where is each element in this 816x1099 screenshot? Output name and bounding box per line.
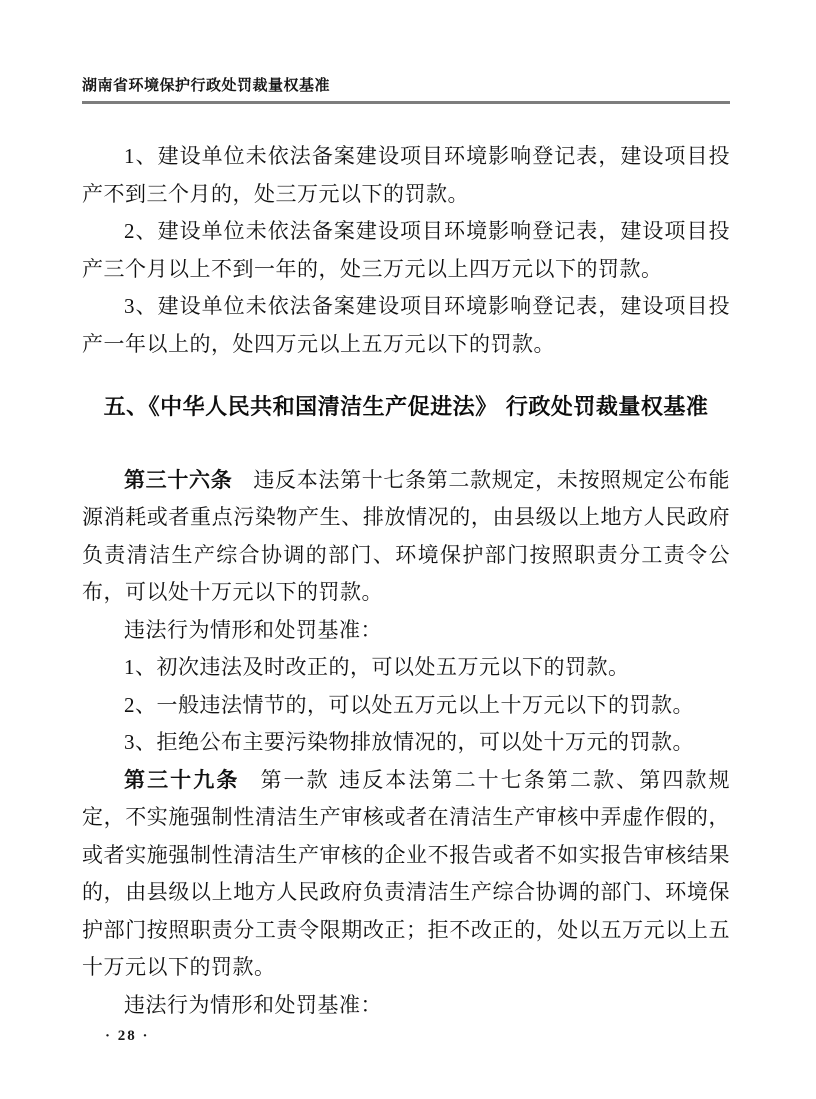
paragraph-article-36 [82,462,730,612]
article-36-number: 第三十六条 [124,467,233,492]
document-body [82,138,730,1024]
article-36-text: 违反本法第十七条第二款规定，未按照规定公布能源消耗或者重点污染物产生、排放情况的，由县级以上地方人民政府负责清洁生产综合协调的部门、环境保护部门按照职责分工责令公布，可以处十万元以下的罚款。 [82,467,731,604]
paragraph-article-39 [82,762,730,987]
paragraph-article-36-item-3: 3、拒绝公布主要污染物排放情况的，可以处十万元的罚款。 [124,730,694,754]
paragraph-article-36-item-2: 2、一般违法情节的，可以处五万元以上十万元以下的罚款。 [124,692,694,717]
paragraph-article-36-item-1: 1、初次违法及时改正的，可以处五万元以下的罚款。 [124,655,630,679]
header-rule [82,101,730,104]
paragraph-registry-item-2: 2、建设单位未依法备案建设项目环境影响登记表，建设项目投产三个月以上不到一年的，处三万元以上四万元以下的罚款。 [82,219,730,281]
paragraph-registry-item-1: 1、建设单位未依法备案建设项目环境影响登记表，建设项目投产不到三个月的，处三万元以下的罚款。 [82,144,730,206]
paragraph-registry-item-3: 3、建设单位未依法备案建设项目环境影响登记表，建设项目投产一年以上的，处四万元以上五万元以下的罚款。 [82,294,730,356]
running-header-title: 湖南省环境保护行政处罚裁量权基准 [82,76,331,94]
article-39-clause-label: 第一款 [260,767,330,792]
section-heading-law-5: 五、《中华人民共和国清洁生产促进法》 行政处罚裁量权基准 [103,395,709,420]
running-header [82,0,730,104]
paragraph-benchmark-label-39: 违法行为情形和处罚基准： [124,992,382,1017]
article-39-text: 违反本法第二十七条第二款、第四款规定，不实施强制性清洁生产审核或者在清洁生产审核中弄虚作假的，或者实施强制性清洁生产审核的企业不报告或者不如实报告审核结果的，由县级以上地方人民政府负责清洁生产综合协调的部门、环境保护部门按照职责分工责令限期改正；拒不改正的，处以五万元以上五十万元以下的罚款。 [82,767,731,979]
paragraph-benchmark-label-36: 违法行为情形和处罚基准： [124,617,382,642]
page-number: · 28 · [105,1028,150,1044]
article-39-number: 第三十九条 [124,767,240,792]
